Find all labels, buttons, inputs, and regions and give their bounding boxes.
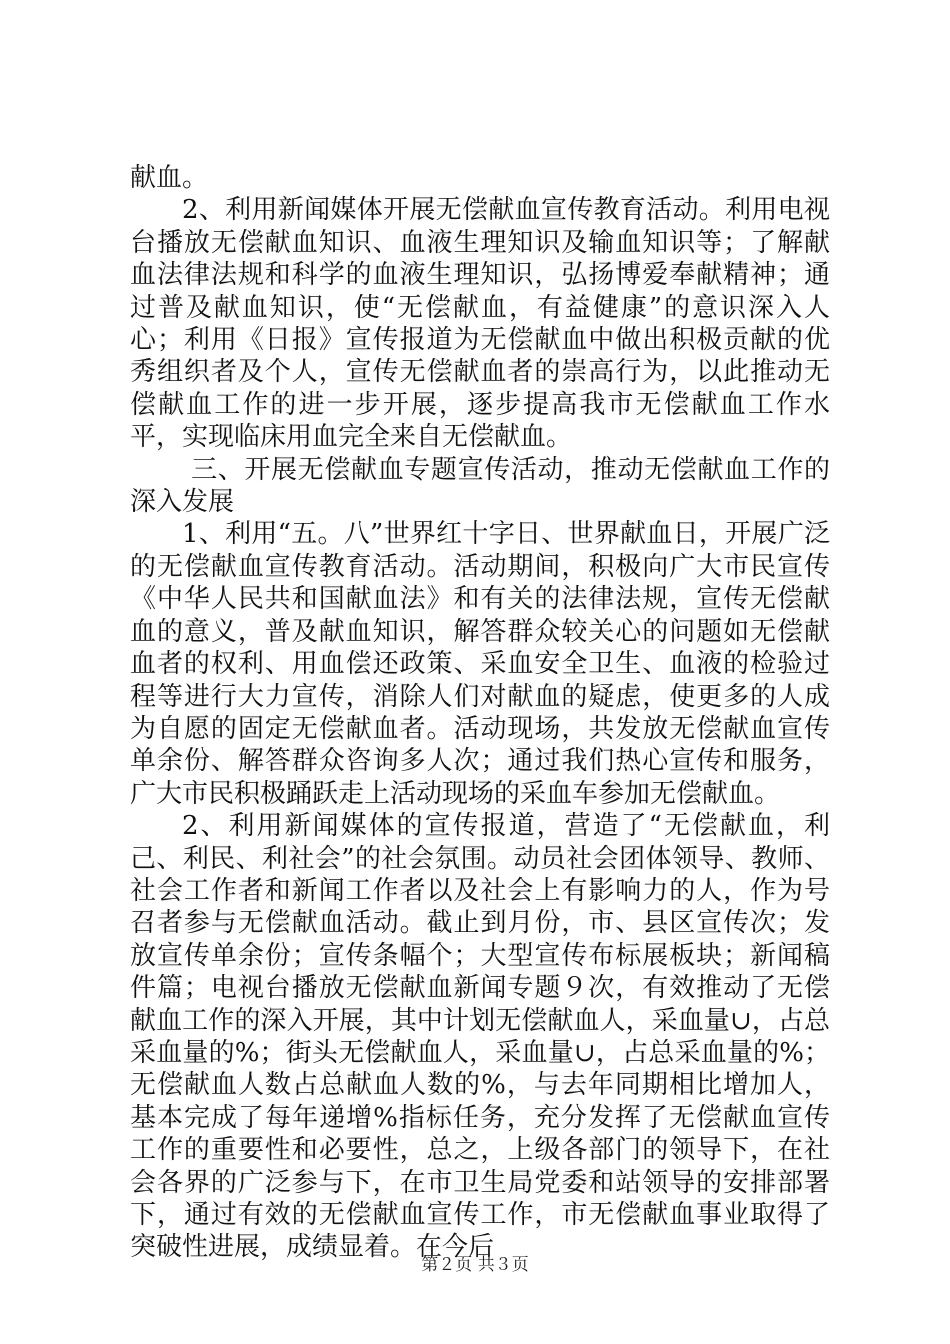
paragraph-world-blood-day: 1、利用“五。八”世界红十字日、世界献血日，开展广泛的无偿献血宣传教育活动。活动期间，积极向广大市民宣传《中华人民共和国献血法》和有关的法律法规，宣传无偿献血的意义，普及献血知识，解答群众较关心的问题如无偿献血者的权利、用血偿还政策、采血安全卫生、血液的检验过程等进行大力宣传，消除人们对献血的疑虑，使更多的人成为自愿的固定无偿献血者。活动现场，共发放无偿献血宣传单余份、解答群众咨询多人次；通过我们热心宣传和服务，广大市民积极踊跃走上活动现场的采血车参加无偿献血。 <box>130 519 830 809</box>
paragraph-media-campaign: 2、利用新闻媒体开展无偿献血宣传教育活动。利用电视台播放无偿献血知识、血液生理知识及输血知识等；了解献血法律法规和科学的血液生理知识，弘扬博爱奉献精神；通过普及献血知识，使“无偿献血，有益健康”的意识深入人心；利用《日报》宣传报道为无偿献血中做出积极贡献的优秀组织者及个人，宣传无偿献血者的崇高行为，以此推动无偿献血工作的进一步开展，逐步提高我市无偿献血工作水平，实现临床用血完全来自无偿献血。 <box>130 195 830 453</box>
page-number: 第２页 共３页 <box>421 1255 529 1275</box>
paragraph-continuation: 献血。 <box>130 163 209 193</box>
paragraph-news-reporting: 2、利用新闻媒体的宣传报道，营造了“无偿献血，利己、利民、利社会”的社会氛围。动员社会团体领导、教师、社会工作者和新闻工作者以及社会上有影响力的人，作为号召者参与无偿献血活动。截止到月份，市、县区宣传次；发放宣传单余份；宣传条幅个；大型宣传布标展板块；新闻稿件篇；电视台播放无偿献血新闻专题９次，有效推动了无偿献血工作的深入开展，其中计划无偿献血人，采血量∪，占总采血量的%；街头无偿献血人，采血量∪，占总采血量的%；无偿献血人数占总献血人数的%，与去年同期相比增加人，基本完成了每年递增%指标任务，充分发挥了无偿献血宣传工作的重要性和必要性，总之，上级各部门的领导下，在社会各界的广泛参与下，在市卫生局党委和站领导的安排部署下，通过有效的无偿献血宣传工作，市无偿献血事业取得了突破性进展，成绩显着。在今后 <box>130 811 830 1263</box>
section-heading: 三、开展无偿献血专题宣传活动，推动无偿献血工作的深入发展 <box>130 454 830 518</box>
document-body <box>130 162 830 1264</box>
